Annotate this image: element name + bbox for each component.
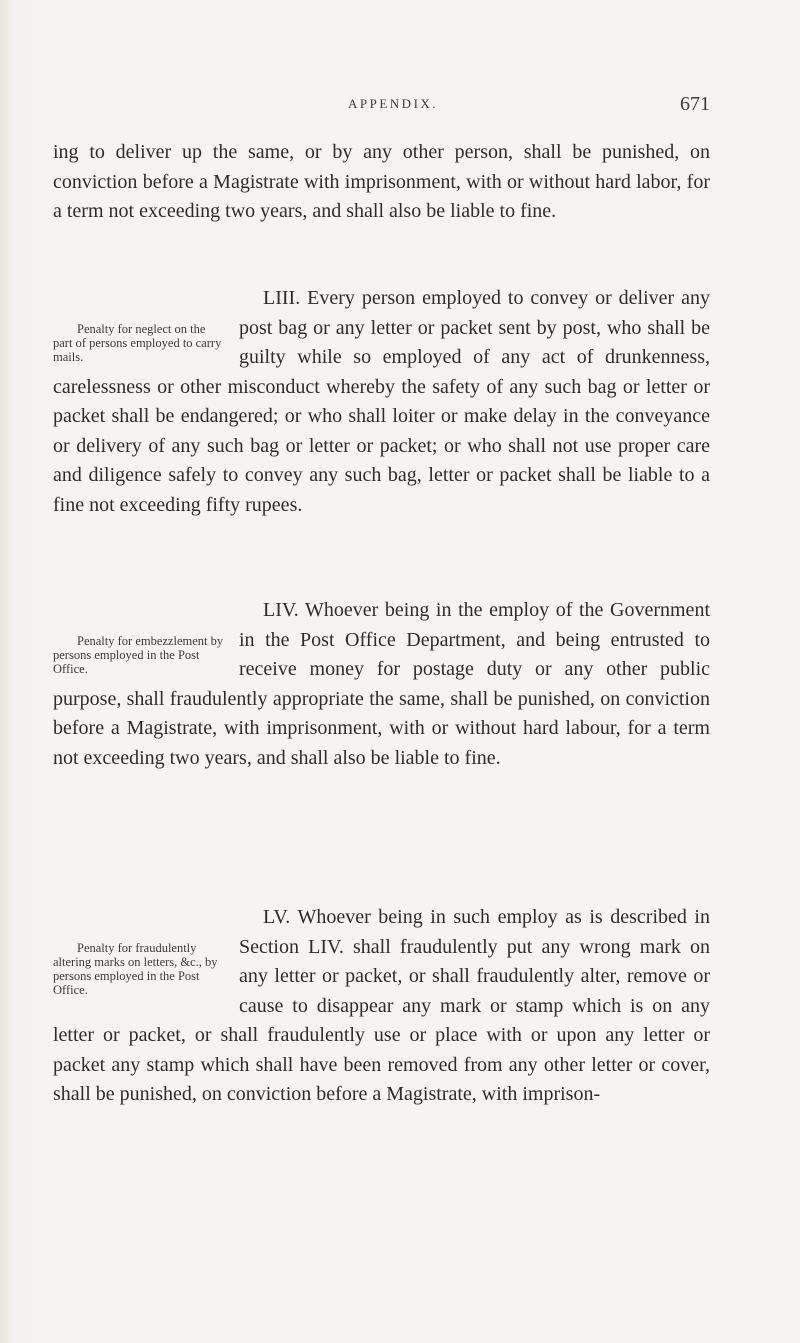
section-54-margin-note: Penalty for embezzlement by persons employed in the Post Office. <box>53 634 224 676</box>
section-55-text <box>53 903 710 1110</box>
section-53-body: LIII. Every person employed to convey or deliver any post bag or any letter or packet sent by post, who shall be guilty while so employed of any act of drunkenness, carelessness or other misconduct whereby the safety of any such bag or letter or packet shall be endangered; or who shall loiter or make delay in the conveyance or delivery of any such bag or letter or packet; or who shall not use proper care and diligence safely to convey any such bag, letter or packet shall be liable to a fine not exceeding fifty rupees. <box>53 287 710 516</box>
page-number: 671 <box>680 93 710 115</box>
continuation-text: ing to deliver up the same, or by any other person, shall be punished, on conviction before a Magistrate with imprisonment, with or without hard labor, for a term not exceeding two years, and shall also be liable to fine. <box>53 141 710 222</box>
page-header <box>0 93 800 120</box>
section-54-body: LIV. Whoever being in the employ of the Government in the Post Office Department, and being entrusted to receive money for postage duty or any other public purpose, shall fraudulently appropriate the same, shall be punished, on conviction before a Magistrate, with imprisonment, with or without hard labour, for a term not exceeding two years, and shall also be liable to fine. <box>53 599 710 769</box>
section-53-text <box>53 284 710 520</box>
section-54-text <box>53 596 710 773</box>
continuation-paragraph <box>53 138 710 227</box>
running-head: APPENDIX. <box>348 96 439 111</box>
section-53-margin-note: Penalty for neglect on the part of persons employed to carry mails. <box>53 322 222 364</box>
section-55 <box>53 903 710 1110</box>
section-54 <box>53 596 710 773</box>
section-55-body: LV. Whoever being in such employ as is described in Section LIV. shall fraudulently put any wrong mark on any letter or packet, or shall fraudulently alter, remove or cause to disappear any mark or stamp which is on any letter or packet, or shall fraudulently use or place with or upon any letter or packet any stamp which shall have been removed from any other letter or cover, shall be punished, on conviction before a Magistrate, with imprison- <box>53 906 710 1105</box>
section-55-margin-note: Penalty for fraudulently altering marks on letters, &c., by persons employed in the Post Office. <box>53 941 218 997</box>
section-53 <box>53 284 710 520</box>
